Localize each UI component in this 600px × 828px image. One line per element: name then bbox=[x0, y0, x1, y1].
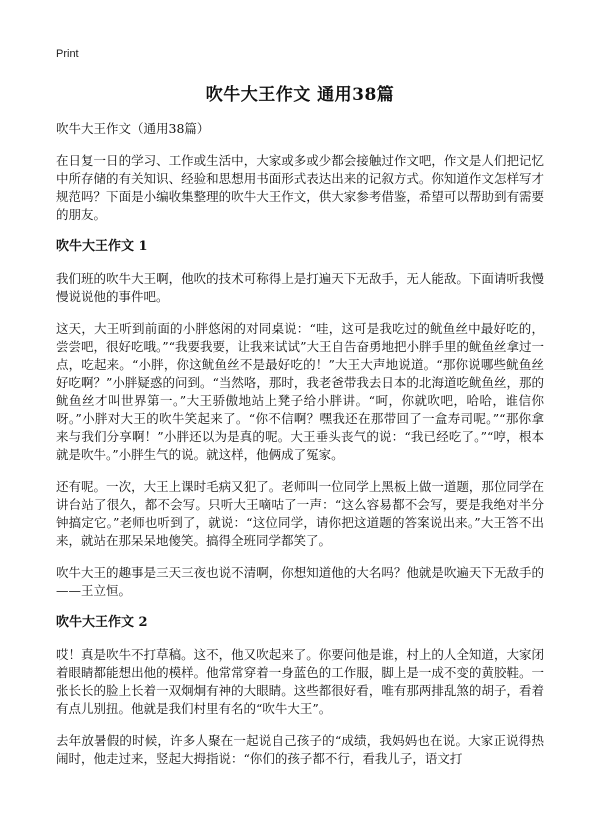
paragraph: 我们班的吹牛大王啊，他吹的技术可称得上是打遍天下无敌手，无人能敌。下面请听我慢慢说说他的事件吧。 bbox=[56, 271, 544, 304]
intro-paragraph: 在日复一日的学习、工作或生活中，大家或多或少都会接触过作文吧，作文是人们把记忆中所存储的有关知识、经验和思想用书面形式表达出来的记叙方式。你知道作文怎样写才规范吗？下面是小编收集整理的吹牛大王作文，供大家参考借鉴，希望可以帮助到有需要的朋友。 bbox=[56, 153, 544, 222]
print-label[interactable]: Print bbox=[56, 48, 79, 60]
document-subtitle: 吹牛大王作文（通用38篇） bbox=[56, 121, 210, 136]
paragraph: 还有呢。一次，大王上课时毛病又犯了。老师叫一位同学上黑板上做一道题，那位同学在讲台站了很久，都不会写。只听大王嘀咕了一声：“这么容易都不会写，要是我绝对半分钟搞定它。”老师也听到了，就说：“这位同学，请你把这道题的答案说出来。”大王答不出来，就站在那呆呆地傻笑。搞得全班同学都笑了。 bbox=[56, 479, 544, 548]
paragraph: 哎！真是吹牛不打草稿。这不，他又吹起来了。你要问他是谁，村上的人全知道，大家闭着眼睛都能想出他的模样。他常常穿着一身蓝色的工作服，脚上是一成不变的黄胶鞋。一张长长的脸上长着一双炯炯有神的大眼睛。这些都很好看，唯有那两排乱煞的胡子，看着有点儿别扭。他就是我们村里有名的“吹牛大王”。 bbox=[56, 647, 544, 716]
paragraph: 这天，大王听到前面的小胖悠闲的对同桌说：“哇，这可是我吃过的鱿鱼丝中最好吃的，尝尝吧，很好吃哦。”“我要我要，让我来试试”大王自告奋勇地把小胖手里的鱿鱼丝拿过一点，吃起来。“小胖，你这鱿鱼丝不是最好吃的！”大王大声地说道。“那你说哪些鱿鱼丝好吃啊？”小胖疑惑的问到。“当然咯，那时，我老爸带我去日本的北海道吃鱿鱼丝，那的鱿鱼丝才叫世界第一。”大王骄傲地站上凳子给小胖讲。“呵，你就吹吧，哈哈，谁信你呀。”小胖对大王的吹牛笑起来了。“你不信啊？嘿我还在那带回了一盒寿司呢。”“那你拿来与我们分享啊！”小胖还以为是真的呢。大王垂头丧气的说：“我已经吃了。”“哼，根本就是吹牛。”小胖生气的说。就这样，他俩成了冤家。 bbox=[56, 321, 544, 462]
section-heading: 吹牛大王作文 1 bbox=[56, 239, 148, 254]
paragraph: 去年放暑假的时候，许多人聚在一起说自己孩子的“成绩，我妈妈也在说。大家正说得热闹时，他走过来，竖起大拇指说：“你们的孩子都不行，看我儿子，语文打 bbox=[56, 733, 544, 766]
document-body bbox=[56, 120, 544, 782]
essay-section-1 bbox=[56, 238, 544, 600]
essay-section-2 bbox=[56, 614, 544, 768]
page-title: 吹牛大王作文 通用38篇 bbox=[205, 85, 395, 105]
paragraph: 吹牛大王的趣事是三天三夜也说不清啊，你想知道他的大名吗？他就是吹遍天下无敌手的——王立恒。 bbox=[56, 565, 544, 598]
section-heading: 吹牛大王作文 2 bbox=[56, 615, 148, 630]
